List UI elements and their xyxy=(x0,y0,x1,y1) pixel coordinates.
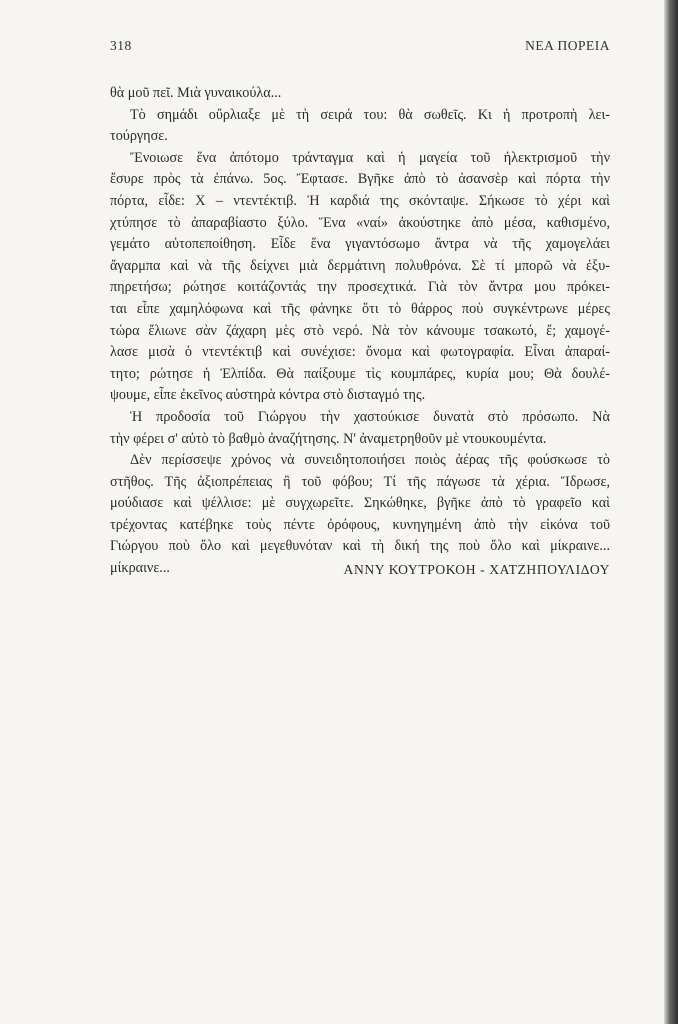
body-text xyxy=(110,83,610,580)
text-line: Τὸ σημάδι οὔρλιαξε μὲ τὴ σειρά του: θὰ σωθεῖς. Κι ἡ προτροπὴ λει- xyxy=(130,106,610,123)
text-line: στῆθος. Τῆς ἀξιοπρέπειας ἢ τοῦ φόβου; Τί τῆς πάγωσε τὰ χέρια. Ἵδρωσε, xyxy=(110,473,610,490)
text-line: μίκραινε... xyxy=(110,560,170,577)
text-line: γεμάτο αὐτοπεποίθηση. Εἶδε ἕνα γιγαντόσωμο ἄντρα νὰ τῆς χαμογελάει xyxy=(110,236,610,253)
text-line: Γιώργου ποὺ ὅλο καὶ μεγεθυνόταν καὶ τὴ δική της ποὺ ὅλο καὶ μίκραινε... xyxy=(110,538,610,555)
text-line: τὴν φέρει σ' αὐτὸ τὸ βαθμὸ ἀναζήτησης. Ν' ἀναμετρηθοῦν μὲ ντουκουμέντα. xyxy=(110,430,547,447)
text-line: Ἔνοιωσε ἕνα ἀπότομο τράνταγμα καὶ ἡ μαγεία τοῦ ἠλεκτρισμοῦ τὴν xyxy=(130,149,610,166)
text-line: λασε μισὰ ὁ ντεντέκτιβ καὶ συνέχισε: ὄνομα καὶ φωτογραφία. Εἶναι ἀπαραί- xyxy=(110,344,610,361)
text-line: ψουμε, εἶπε ἐκεῖνος αὐστηρὰ κόντρα στὸ δισταγμό της. xyxy=(110,387,426,404)
page-number: 318 xyxy=(110,38,132,53)
page-header xyxy=(110,38,610,56)
page-edge-shadow xyxy=(664,0,678,1024)
author-signature: ΑΝΝΥ ΚΟΥΤΡΟΚΟΗ - ΧΑΤΖΗΠΟΥΛΙΔΟΥ xyxy=(343,562,610,577)
text-line: μούδιασε καὶ ψέλλισε: μὲ συγχωρεῖτε. Σηκώθηκε, βγῆκε ἀπὸ τὸ γραφεῖο καὶ xyxy=(110,495,610,512)
text-line: θὰ μοῦ πεῖ. Μιὰ γυναικούλα... xyxy=(110,85,282,101)
text-line: χτύπησε τὸ ἀπαραβίαστο ξύλο. Ἕνα «ναί» ἀκούστηκε ἀπὸ μέσα, καθισμένο, xyxy=(110,214,610,231)
text-line: Δὲν περίσσεψε χρόνος νὰ συνειδητοποιήσει ποιὸς ἀέρας τῆς φούσκωσε τὸ xyxy=(130,452,610,469)
text-line: τρέχοντας κατέβηκε τοὺς πέντε ὀρόφους, κυνηγημένη ἀπὸ τὴν εἰκόνα τοῦ xyxy=(110,516,610,533)
text-line: ται εἶπε χαμηλόφωνα καὶ τῆς φάνηκε ὅτι τὸ θάρρος ποὺ συγκέντρωνε μέρες xyxy=(110,300,610,317)
text-line: τούργησε. xyxy=(110,128,168,145)
text-line: πηρετήσω; ρώτησε κοιτάζοντάς την προσεχτικά. Γιὰ τὸν ἄντρα μου πρόκει- xyxy=(110,279,610,296)
text-line: τητο; ρώτησε ἡ Ἐλπίδα. Θὰ παίξουμε τὶς κουμπάρες, κυρία μου; Θὰ δουλέ- xyxy=(110,365,610,382)
running-title: ΝΕΑ ΠΟΡΕΙΑ xyxy=(525,38,610,53)
text-line: τώρα ἔλιωνε σὰν ζάχαρη μὲς στὸ νερό. Νὰ τὸν κάνουμε τσακωτό, ἔ; χαμογέ- xyxy=(110,322,610,339)
text-line: ἔσυρε πρὸς τὰ ἐπάνω. 5ος. Ἔφτασε. Βγῆκε ἀπὸ τὸ ἀσανσὲρ καὶ πόρτα τὴν xyxy=(110,171,610,188)
text-line: Ἡ προδοσία τοῦ Γιώργου τὴν χαστούκισε δυνατὰ στὸ πρόσωπο. Νὰ xyxy=(130,408,610,425)
text-line: πόρτα, εἶδε: Χ – ντεντέκτιβ. Ἡ καρδιά της σκόνταψε. Σήκωσε τὸ χέρι καὶ xyxy=(110,192,610,209)
text-line: ἄγαρμπα καὶ νὰ τῆς δείχνει μιὰ δερμάτινη πολυθρόνα. Σὲ τί μπορῶ νὰ ἐξυ- xyxy=(110,257,610,274)
